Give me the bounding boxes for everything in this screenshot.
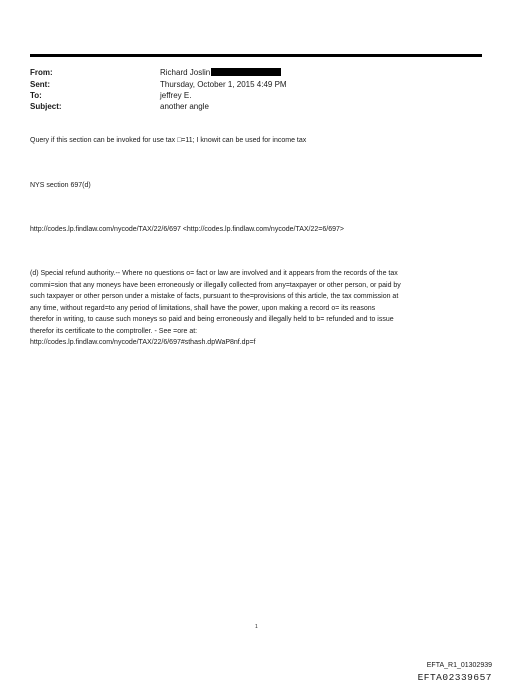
bates-number-2: EFTA02339657 xyxy=(417,672,492,683)
statute-excerpt xyxy=(30,268,482,349)
to-value: jeffrey E. xyxy=(160,91,192,100)
page-number: 1 xyxy=(255,624,258,630)
to-label: To: xyxy=(30,91,42,100)
query-text: Query if this section can be invoked for use tax □=11; I knowit can be used for income tax xyxy=(30,137,307,144)
sent-label: Sent: xyxy=(30,80,50,89)
excerpt-line: therefor its certificate to the comptroller. - See =ore at: xyxy=(30,327,198,335)
url-line[interactable]: http://codes.lp.findlaw.com/nycode/TAX/22/6/697 <http://codes.lp.findlaw.com/nycode/TAX/22=6/697> xyxy=(30,226,344,233)
excerpt-link[interactable]: http://codes.lp.findlaw.com/nycode/TAX/22/6/697#sthash.dpWaP8nf.dp=f xyxy=(30,339,256,346)
excerpt-line: therefor in writing, to cause such moneys so paid and being erroneously and illegally held to b= refunded and to issue xyxy=(30,316,394,323)
from-name: Richard Joslin xyxy=(160,68,211,77)
subject-value: another angle xyxy=(160,102,209,111)
bates-number-1: EFTA_R1_01302939 xyxy=(426,662,492,669)
redaction-bar xyxy=(211,68,281,76)
from-value xyxy=(160,68,281,77)
header-rule xyxy=(30,54,482,57)
excerpt-line: (d) Special refund authority.-- Where no questions o= fact or law are involved and it appears from the records of the tax xyxy=(30,270,398,277)
excerpt-line: commi=sion that any moneys have been erroneously or illegally collected from any=taxpayer or other person, or paid by xyxy=(30,281,401,289)
from-label: From: xyxy=(30,68,53,77)
excerpt-line: any time, without regard=to any period of limitations, shall have the power, upon making a record o= its reasons xyxy=(30,304,376,312)
section-reference: NYS section 697(d) xyxy=(30,182,91,189)
subject-label: Subject: xyxy=(30,102,62,111)
sent-value: Thursday, October 1, 2015 4:49 PM xyxy=(160,80,287,89)
excerpt-line: such taxpayer or other person under a mistake of facts, pursuant to the=provisions of this article, the tax commission at xyxy=(30,293,399,300)
